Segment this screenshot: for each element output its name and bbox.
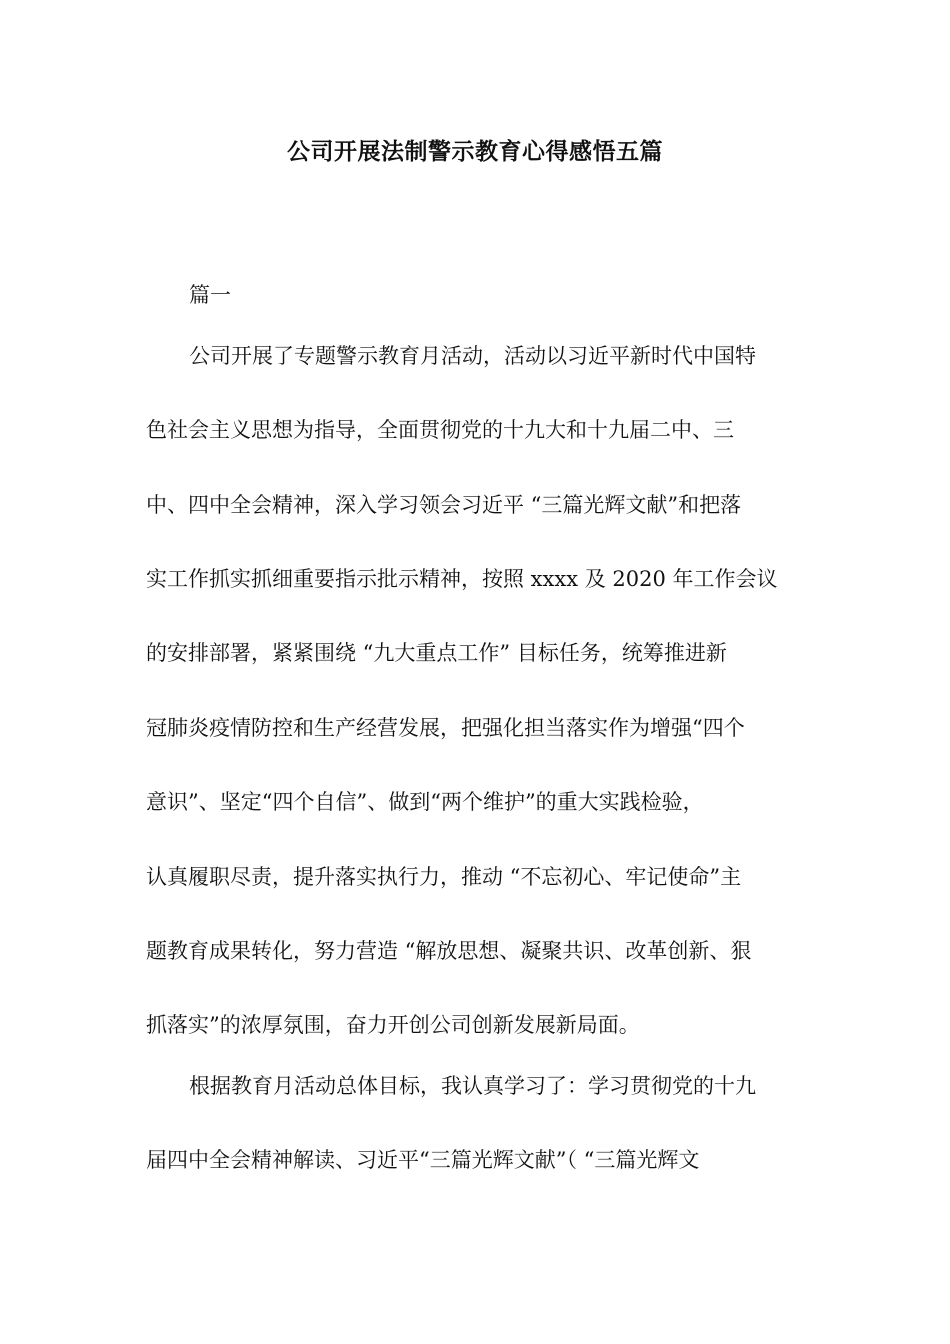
page-title: 公司开展法制警示教育心得感悟五篇: [287, 138, 663, 165]
paragraph-line: 题教育成果转化，努力营造 “解放思想、凝聚共识、改革创新、狠: [146, 939, 752, 963]
paragraph-line: 的安排部署，紧紧围绕 “九大重点工作” 目标任务，统筹推进新: [146, 641, 727, 665]
paragraph-line: 中、四中全会精神，深入学习领会习近平 “三篇光辉文献”和把落: [146, 493, 742, 517]
paragraph-line: 公司开展了专题警示教育月活动，活动以习近平新时代中国特: [189, 344, 756, 368]
paragraph-line: 认真履职尽责，提升落实执行力，推动 “不忘初心、牢记使命”主: [146, 865, 742, 889]
paragraph-line: 根据教育月活动总体目标，我认真学习了：学习贯彻党的十九: [189, 1074, 756, 1098]
paragraph-line: 色社会主义思想为指导，全面贯彻党的十九大和十九届二中、三: [146, 418, 734, 442]
paragraph-line: 实工作抓实抓细重要指示批示精神，按照 xxxx 及 2020 年工作会议: [146, 567, 778, 591]
paragraph-line: 抓落实”的浓厚氛围，奋力开创公司创新发展新局面。: [146, 1013, 640, 1037]
paragraph-line: 意识”、坚定“四个自信”、做到“两个维护”的重大实践检验，: [146, 790, 704, 814]
paragraph-line: 届四中全会精神解读、习近平“三篇光辉文献”（ “三篇光辉文: [146, 1148, 700, 1172]
section-heading: 篇一: [189, 283, 231, 307]
paragraph-line: 冠肺炎疫情防控和生产经营发展，把强化担当落实作为增强“四个: [146, 716, 745, 740]
